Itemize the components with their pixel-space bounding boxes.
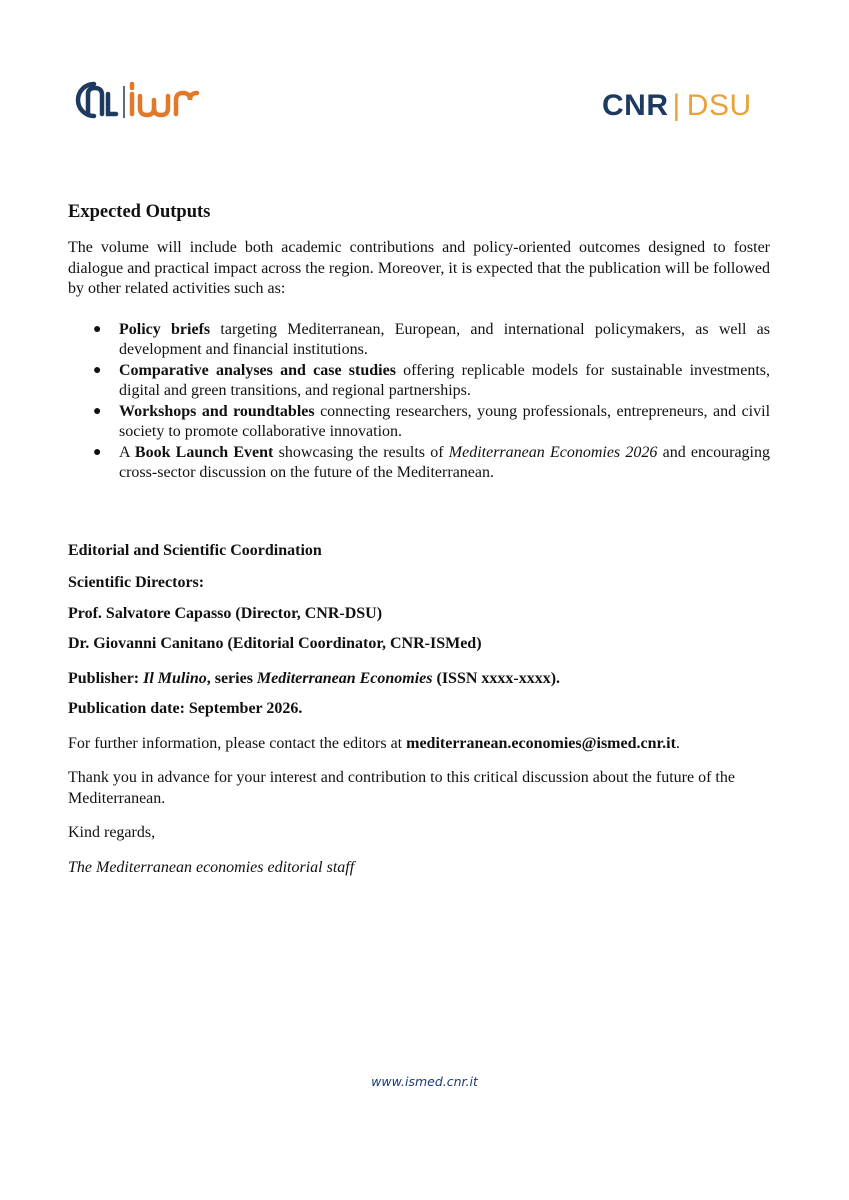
thanks-paragraph: Thank you in advance for your interest and contribution to this critical discussion about the future of the Mediterranean. [68,769,735,807]
bullet-icon: ● [93,403,102,419]
item-italic: Mediterranean Economies 2026 [448,443,658,461]
bullet-icon: ● [93,362,102,378]
bullet-icon: ● [93,321,102,337]
item-bold: Workshops and roundtables [119,402,315,420]
footer-url[interactable]: www.ismed.cnr.it [371,1074,478,1089]
contact-paragraph [68,734,770,755]
contact-text: For further information, please contact the editors at [68,734,407,752]
publication-date: Publication date: September 2026. [68,700,303,717]
dsu-logo-text: DSU [686,89,752,122]
contact-end: . [675,734,680,752]
issn: (ISSN xxxx-xxxx). [432,669,561,687]
bullet-icon: ● [93,444,102,460]
outputs-list [68,320,770,484]
item-text: connecting researchers, young professionals, entrepreneurs, and civil society to promote collaborative innovation. [119,402,771,440]
publisher-label: Publisher: [68,669,140,687]
document-body [68,200,770,878]
contact-email[interactable]: mediterranean.economies@ismed.cnr.it [406,734,676,752]
publisher-line [68,669,770,690]
coordination-heading: Editorial and Scientific Coordination [68,541,322,559]
item-prefix: A [119,443,135,461]
cnr-dsu-logo [602,88,752,124]
item-bold: Policy briefs [119,320,211,338]
list-item [93,443,771,484]
cnr-logo-text: CNR [602,89,669,122]
cnr-ismed-logo [72,78,204,122]
director-2: Dr. Giovanni Canitano (Editorial Coordinator, CNR-ISMed) [68,635,482,652]
publisher-name: Il Mulino [143,669,207,687]
signature-text: The Mediterranean economies editorial staff [68,858,355,876]
coordination-section [68,541,770,720]
series-label: , series [206,669,257,687]
outputs-intro-paragraph: The volume will include both academic contributions and policy-oriented outcomes designed to foster dialogue and practical impact across the region. Moreover, it is expected that the publication will be followed by other related activities such as: [68,239,770,297]
list-item [93,320,770,361]
regards: Kind regards, [68,824,156,841]
expected-outputs-heading: Expected Outputs [68,202,211,222]
list-item [93,402,771,443]
item-text: offering replicable models for sustainable investments, digital and green transitions, and regional partnerships. [119,361,770,399]
item-bold: Book Launch Event [134,443,274,461]
item-text: and encouraging cross-sector discussion on the future of the Mediterranean. [119,443,771,481]
signature [68,858,770,879]
item-middle: showcasing the results of [273,443,449,461]
item-text: targeting Mediterranean, European, and international policymakers, as well as development and financial institutions. [119,320,770,358]
logo-separator: | [672,89,681,122]
series-name: Mediterranean Economies [256,669,433,687]
list-item [93,361,770,402]
scientific-directors-label: Scientific Directors: [68,574,205,591]
director-1: Prof. Salvatore Capasso (Director, CNR-DSU) [68,604,383,622]
item-bold: Comparative analyses and case studies [119,361,396,379]
